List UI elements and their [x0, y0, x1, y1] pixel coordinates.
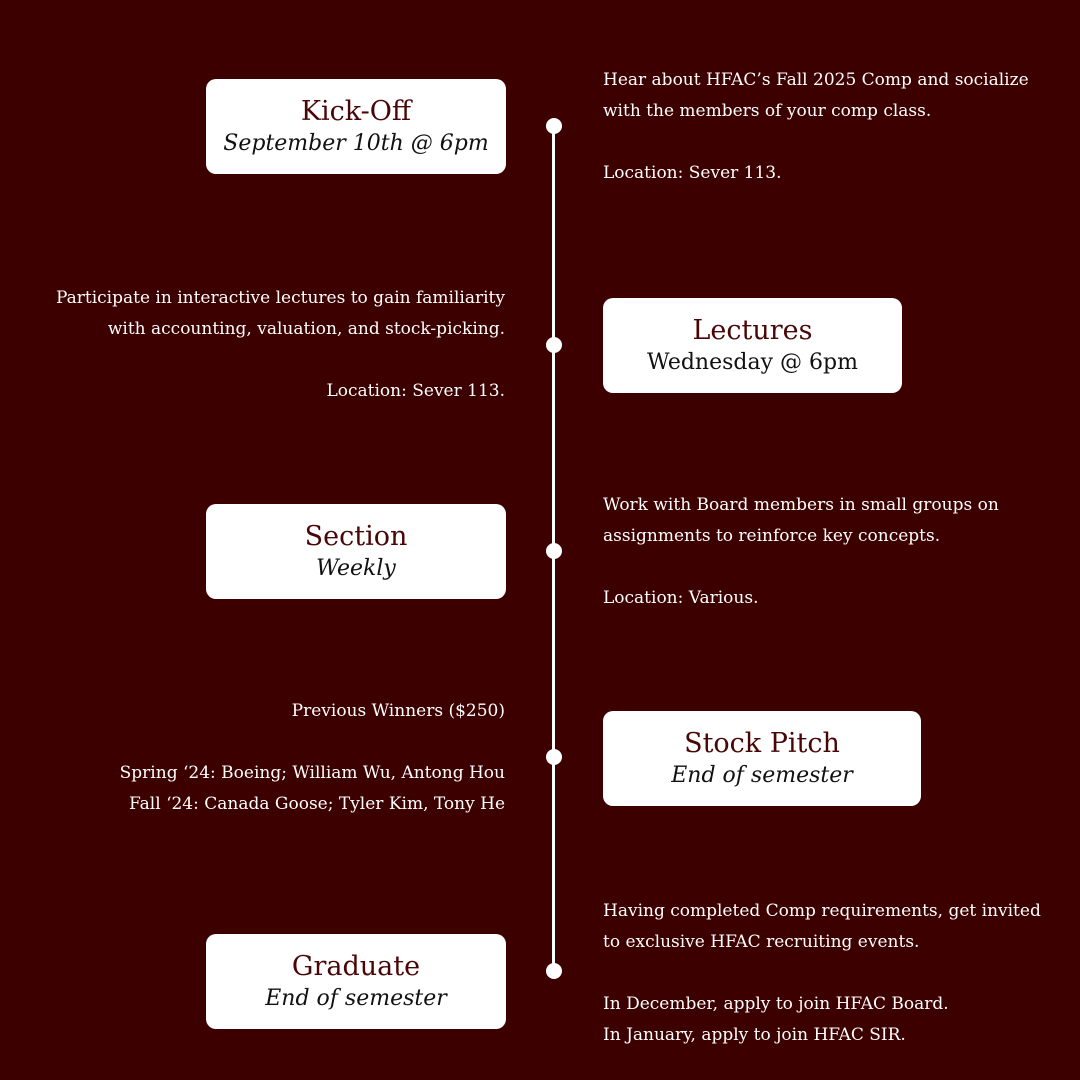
- description-line: with the members of your comp class.: [603, 101, 932, 121]
- event-card-stock-pitch: [603, 711, 921, 806]
- event-title: Graduate: [291, 950, 421, 982]
- next-step: In January, apply to join HFAC SIR.: [603, 1025, 906, 1045]
- event-title: Lectures: [692, 314, 813, 346]
- winner-entry: Spring ‘24: Boeing; William Wu, Antong Hou: [119, 763, 505, 783]
- description-line: assignments to reinforce key concepts.: [603, 526, 941, 546]
- description-line: to exclusive HFAC recruiting events.: [603, 932, 920, 952]
- event-card-kickoff: [206, 79, 506, 174]
- event-description-lectures: [56, 283, 505, 407]
- event-title: Kick-Off: [300, 95, 412, 127]
- stock-pitch-winners: [120, 696, 505, 820]
- description-line: Participate in interactive lectures to gain familiarity: [55, 288, 505, 308]
- timeline-dot-kickoff: [546, 118, 562, 134]
- event-card-lectures: [603, 298, 902, 393]
- event-title: Stock Pitch: [684, 727, 840, 759]
- next-step: In December, apply to join HFAC Board.: [603, 994, 949, 1014]
- event-date: Weekly: [316, 555, 396, 581]
- timeline-dot-stock-pitch: [546, 749, 562, 765]
- event-title: Section: [304, 520, 408, 552]
- event-location: Location: Sever 113.: [326, 381, 505, 401]
- winners-heading: Previous Winners ($250): [291, 701, 505, 721]
- event-date: Wednesday @ 6pm: [647, 349, 858, 375]
- event-date: September 10th @ 6pm: [223, 130, 489, 156]
- event-location: Location: Various.: [603, 588, 759, 608]
- event-description-kickoff: [603, 65, 1029, 189]
- event-date: End of semester: [265, 985, 447, 1011]
- timeline-dot-graduate: [546, 963, 562, 979]
- timeline-dot-section: [546, 543, 562, 559]
- description-line: with accounting, valuation, and stock-picking.: [107, 319, 505, 339]
- event-card-section: [206, 504, 506, 599]
- description-line: Work with Board members in small groups on: [603, 495, 999, 515]
- event-description-graduate: [603, 896, 1041, 1051]
- timeline-dot-lectures: [546, 337, 562, 353]
- description-line: Having completed Comp requirements, get invited: [603, 901, 1041, 921]
- event-date: End of semester: [671, 762, 853, 788]
- description-line: Hear about HFAC’s Fall 2025 Comp and socialize: [603, 70, 1029, 90]
- event-description-section: [603, 490, 999, 614]
- winner-entry: Fall ‘24: Canada Goose; Tyler Kim, Tony He: [129, 794, 505, 814]
- event-location: Location: Sever 113.: [603, 163, 782, 183]
- event-card-graduate: [206, 934, 506, 1029]
